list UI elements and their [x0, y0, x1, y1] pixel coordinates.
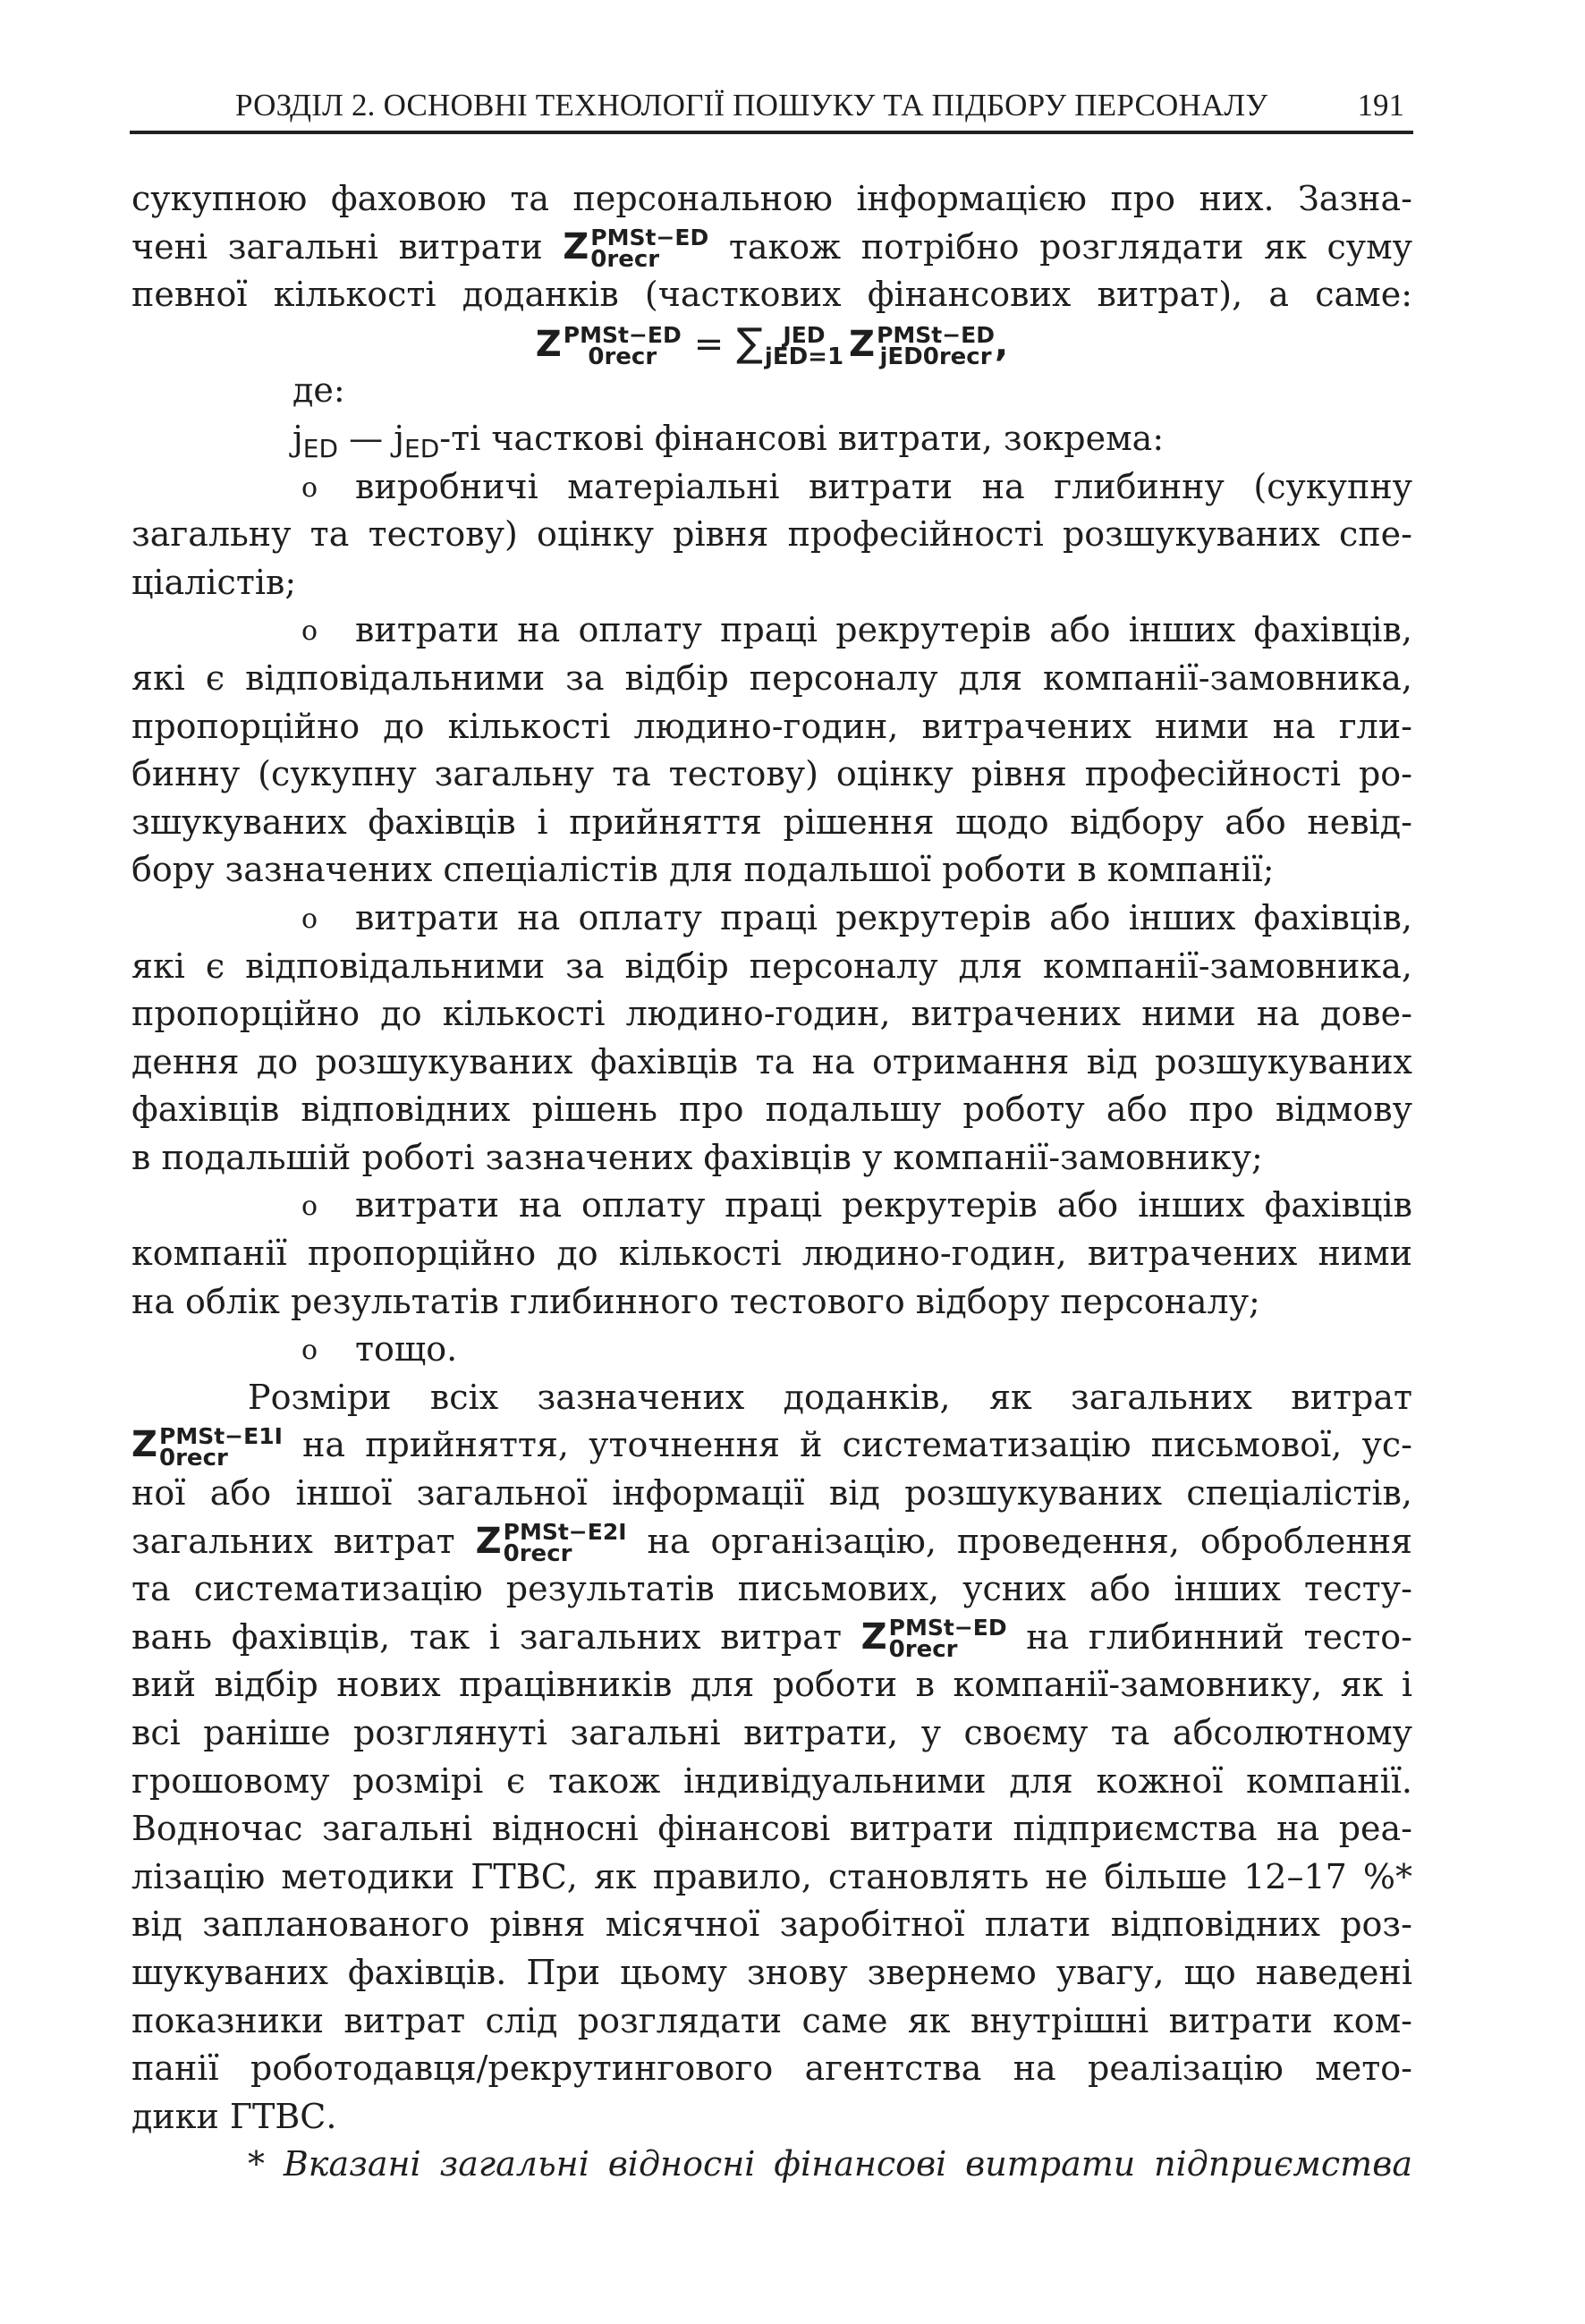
text-line: Водночас загальні відносні фінансові витрати підприємства на реа- [131, 1809, 1412, 1849]
text-fragment: виробничі матеріальні витрати на глибинну (сукупну [355, 466, 1412, 506]
text-line: сукупною фаховою та персональною інформацією про них. Зазна- [131, 179, 1412, 218]
formula-superscript: PMSt−E1I [159, 1422, 283, 1449]
formula-symbol: Z [849, 323, 876, 365]
text-line: в подальшій роботі зазначених фахівців у компанії-замовнику; [131, 1137, 1263, 1177]
text-line: всі раніше розглянуті загальні витрати, у своєму та абсолютному [131, 1713, 1412, 1752]
formula-superscript: PMSt−ED [590, 225, 709, 251]
text-line [131, 1421, 1412, 1470]
equals-sign: = [693, 323, 725, 365]
page-number: 191 [1357, 88, 1404, 123]
chapter-title: РОЗДІЛ 2. ОСНОВНІ ТЕХНОЛОГІЇ ПОШУКУ ТА ПІДБОРУ ПЕРСОНАЛУ [235, 88, 1268, 123]
running-header [130, 88, 1413, 134]
formula-z-e1 [131, 1421, 283, 1470]
list-item-line [131, 1326, 1412, 1374]
text-line: пропорційно до кількості людино-годин, витрачених ними на дове- [131, 994, 1412, 1034]
text-line [131, 1614, 1412, 1662]
text-line: які є відповідальними за відбір персоналу для компанії-замовника, [131, 946, 1412, 986]
text-line: від запланованого рівня місячної заробітної плати відповідних роз- [131, 1904, 1412, 1945]
text-line: загальну та тестову) оцінку рівня професійності розшукуваних спе- [131, 514, 1412, 555]
text-fragment: — j [338, 418, 405, 458]
formula-subscript: 0recr [503, 1540, 572, 1568]
formula-comma: , [995, 323, 1009, 365]
list-item-line [131, 895, 1412, 943]
text-line: Розміри всіх зазначених доданків, як загальних витрат [248, 1377, 1412, 1417]
text-line: лізацію методики ГТВС, як правило, становлять не більше 12–17 %* [131, 1856, 1412, 1896]
text-line: ної або іншої загальної інформації від розшукуваних спеціалістів, [131, 1473, 1412, 1514]
text-fragment: витрати на оплату праці рекрутерів або інших фахівців, [355, 897, 1412, 937]
text-line: на облік результатів глибинного тестового відбору персоналу; [131, 1281, 1260, 1321]
text-fragment: на глибинний тесто- [1006, 1616, 1412, 1657]
text-line: зшукуваних фахівців і прийняття рішення щодо відбору або невід- [131, 802, 1412, 842]
formula-z-ed [861, 1614, 1007, 1662]
formula-z-ed [536, 321, 682, 369]
text-line: де: [292, 370, 345, 411]
formula-subscript: jED0recr [879, 344, 992, 371]
text-line [131, 415, 1412, 463]
body-text [131, 175, 1412, 2189]
text-line: певної кількості доданків (часткових фінансових витрат), а саме: [131, 275, 1412, 315]
sum-symbol: ∑ [736, 319, 763, 366]
text-fragment: на прийняття, уточнення й систематизацію письмової, ус- [282, 1425, 1412, 1465]
text-line [131, 224, 1412, 272]
formula-subscript: 0recr [888, 1636, 958, 1664]
text-fragment: тощо. [355, 1329, 458, 1370]
text-line: дики ГТВС. [131, 2096, 337, 2136]
formula-superscript: PMSt−ED [888, 1615, 1007, 1641]
sum-lower-limit: jED=1 [764, 344, 844, 371]
text-fragment: чені загальні витрати [131, 226, 564, 267]
text-line [131, 1518, 1412, 1566]
formula-superscript: PMSt−E2I [503, 1519, 627, 1546]
formula-symbol: Z [131, 1424, 158, 1466]
text-line: ціалістів; [131, 562, 297, 602]
formula-superscript: PMSt−ED [877, 322, 995, 349]
text-line: вий відбір нових працівників для роботи в компанії-замовнику, як і [131, 1665, 1412, 1705]
text-fragment: також потрібно розглядати як суму [708, 226, 1412, 267]
formula-subscript: 0recr [159, 1444, 228, 1472]
formula-superscript: PMSt−ED [563, 322, 682, 349]
subscript: ED [404, 433, 440, 463]
formula-symbol: Z [860, 1616, 887, 1658]
footnote: * Вказані загальні відносні фінансові витрати підприємства [248, 2144, 1412, 2184]
text-line: та систематизацію результатів письмових, усних або інших тесту- [131, 1569, 1412, 1609]
formula-symbol: Z [563, 225, 589, 267]
text-line: показники витрат слід розглядати саме як внутрішні витрати ком- [131, 2000, 1412, 2040]
text-line: панії роботодавця/рекрутингового агентства на реалізацію мето- [131, 2048, 1412, 2089]
bullet-icon: o [301, 615, 318, 648]
list-item-line [131, 463, 1412, 512]
text-line: які є відповідальними за відбір персоналу для компанії-замовника, [131, 657, 1412, 698]
text-fragment: -ті часткові фінансові витрати, зокрема: [439, 418, 1165, 458]
formula-subscript: 0recr [588, 344, 657, 371]
text-line: бору зазначених спеціалістів для подальшої роботи в компанії; [131, 850, 1275, 890]
text-line: компанії пропорційно до кількості людино-годин, витрачених ними [131, 1234, 1412, 1274]
text-line: фахівців відповідних рішень про подальшу роботу або про відмову [131, 1090, 1412, 1130]
sum-upper-limit: JED [783, 322, 826, 349]
bullet-icon: o [301, 1335, 318, 1367]
subscript: ED [302, 433, 339, 463]
formula-subscript: 0recr [590, 246, 660, 274]
text-line: бинну (сукупну загальну та тестову) оцінку рівня професійності ро- [131, 754, 1412, 794]
text-line: дення до розшукуваних фахівців та на отримання від розшукуваних [131, 1041, 1412, 1081]
bullet-icon: o [301, 903, 318, 935]
formula-symbol: Z [475, 1520, 502, 1562]
formula-z-e2 [476, 1518, 627, 1566]
text-line: пропорційно до кількості людино-годин, витрачених ними на гли- [131, 706, 1412, 746]
text-fragment: загальних витрат [131, 1521, 476, 1561]
list-item-line [131, 606, 1412, 655]
bullet-icon: o [301, 1191, 318, 1223]
list-item-line [131, 1182, 1412, 1230]
bullet-icon: o [301, 471, 318, 504]
text-fragment: на організацію, проведення, оброблення [626, 1521, 1413, 1561]
text-line: грошовому розмірі є також індивідуальними для кожної компанії. [131, 1760, 1412, 1801]
formula-symbol: Z [535, 323, 562, 365]
text-line: шукуваних фахівців. При цьому знову звернемо увагу, що наведені [131, 1952, 1412, 1992]
text-fragment: витрати на оплату праці рекрутерів або інших фахівців [355, 1185, 1412, 1226]
text-fragment: вань фахівців, так і загальних витрат [131, 1616, 861, 1657]
formula-z-ed [563, 224, 708, 272]
equation-line [131, 319, 1412, 371]
text-fragment: j [292, 418, 303, 458]
text-fragment: витрати на оплату праці рекрутерів або інших фахівців, [355, 610, 1412, 650]
